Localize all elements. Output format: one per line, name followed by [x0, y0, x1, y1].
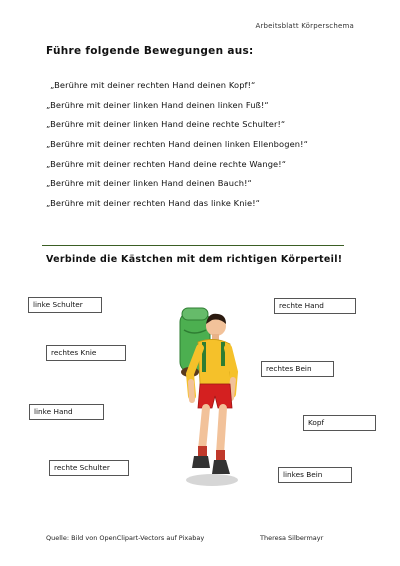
instruction-item: „Berühre mit deiner linken Hand deinen Bauch!“	[46, 178, 252, 189]
instruction-item: „Berühre mit deiner rechten Hand deinen linken Ellenbogen!“	[46, 139, 308, 150]
instruction-item: „Berühre mit deiner rechten Hand deine rechte Wange!“	[46, 158, 287, 169]
label-box-rechtes-bein[interactable]: rechtes Bein	[261, 361, 334, 377]
label-box-rechte-schulter[interactable]: rechte Schulter	[49, 460, 129, 476]
label-box-linke-schulter[interactable]: linke Schulter	[28, 297, 102, 313]
instruction-item: „Berühre mit deiner linken Hand deine rechte Schulter!“	[46, 119, 286, 130]
image-source-credit: Quelle: Bild von OpenClipart-Vectors auf Pixabay	[46, 534, 205, 542]
label-box-rechtes-knie[interactable]: rechtes Knie	[46, 345, 126, 361]
hiker-with-backpack-icon	[168, 300, 248, 492]
author-name: Theresa Silbermayr	[260, 534, 324, 542]
worksheet-header: Arbeitsblatt Körperschema	[255, 22, 354, 30]
section-divider	[42, 245, 344, 246]
label-box-kopf[interactable]: Kopf	[303, 415, 376, 431]
section2-title: Verbinde die Kästchen mit dem richtigen Körperteil!	[46, 254, 343, 265]
label-box-linke-hand[interactable]: linke Hand	[29, 404, 104, 420]
label-box-rechte-hand[interactable]: rechte Hand	[274, 298, 356, 314]
instruction-item: „Berühre mit deiner linken Hand deinen linken Fuß!“	[46, 99, 269, 110]
instruction-item: „Berühre mit deiner rechten Hand deinen Kopf!“	[50, 80, 256, 90]
instruction-item: „Berühre mit deiner rechten Hand das linke Knie!“	[46, 198, 261, 209]
instruction-list	[46, 78, 308, 216]
label-box-linkes-bein[interactable]: linkes Bein	[278, 467, 352, 483]
section1-title: Führe folgende Bewegungen aus:	[46, 45, 254, 57]
